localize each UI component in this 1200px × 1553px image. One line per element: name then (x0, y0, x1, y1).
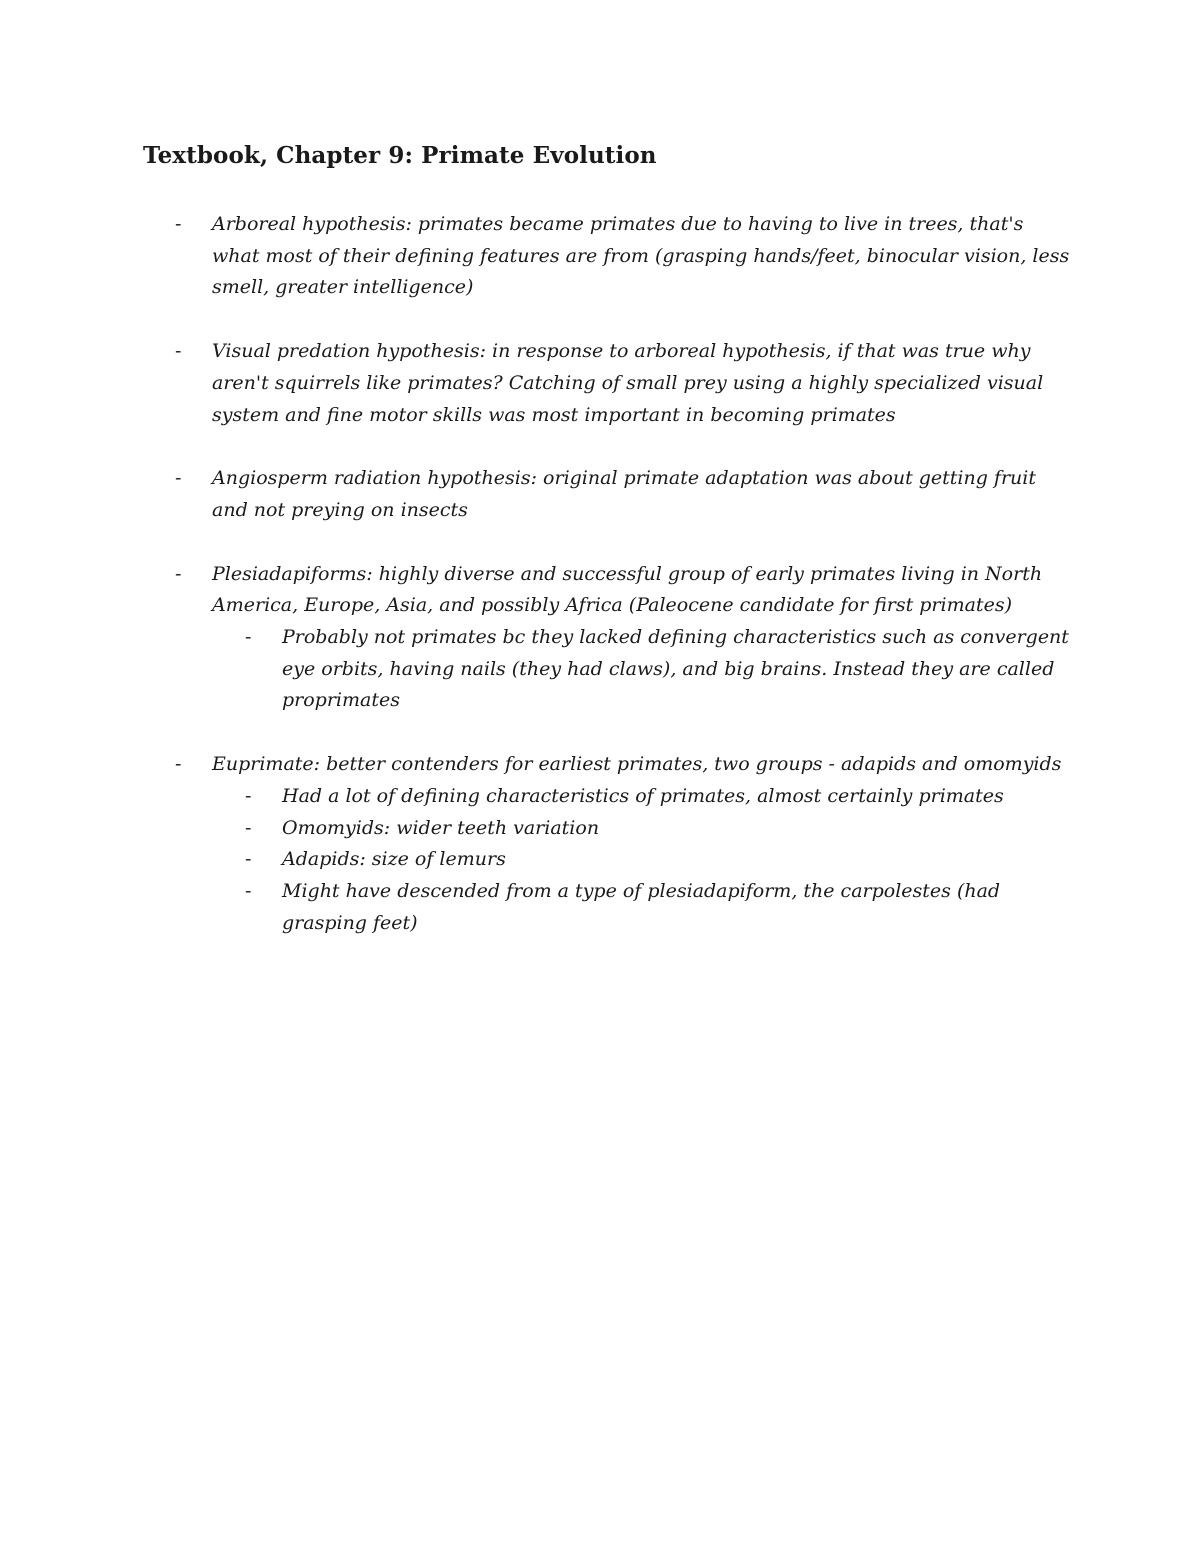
list-item-text: Plesiadapiforms: highly diverse and successful group of early primates living in North America, Europe, Asia, and possibly Africa (Paleocene candidate for first primates) (212, 562, 1043, 617)
list-item-text: Euprimate: better contenders for earliest primates, two groups - adapids and omomyids (212, 753, 1062, 776)
sub-list-item-text: Probably not primates bc they lacked defining characteristics such as convergent eye orbits, having nails (they had claws), and big brains. Instead they are called proprimates (282, 626, 1069, 712)
list-item-text: Angiosperm radiation hypothesis: original primate adaptation was about getting fruit and not preying on insects (212, 467, 1036, 521)
sub-list (212, 781, 1075, 940)
sub-list-item (245, 876, 1075, 939)
bullet-dash: - (245, 816, 252, 839)
bullet-dash: - (245, 879, 252, 902)
list-item-visual-predation-hypothesis (175, 336, 1075, 431)
sub-list-item (245, 622, 1075, 717)
bullet-dash: - (245, 784, 252, 807)
list-item-angiosperm-radiation-hypothesis (175, 463, 1075, 526)
page-title: Textbook, Chapter 9: Primate Evolution (143, 142, 657, 169)
bullet-dash: - (175, 753, 182, 776)
sub-list-item (245, 813, 1075, 845)
sub-list-item-text: Adapids: size of lemurs (282, 848, 506, 871)
sub-list-item (245, 781, 1075, 813)
bullet-dash: - (175, 213, 182, 235)
list-item-text: Arboreal hypothesis: primates became primates due to having to live in trees, that's what most of their defining features are from (grasping hands/feet, binocular vision, less smell, greater intelligence) (212, 213, 1070, 299)
sub-list-item-text: Omomyids: wider teeth variation (282, 816, 600, 839)
list-item-euprimate (175, 749, 1075, 939)
sub-list-item-text: Might have descended from a type of plesiadapiform, the carpolestes (had grasping feet) (282, 879, 1001, 934)
sub-list (212, 622, 1075, 717)
bullet-dash: - (175, 562, 182, 585)
list-item-plesiadapiforms (175, 559, 1075, 718)
bullet-dash: - (175, 467, 182, 490)
bullet-dash: - (175, 340, 182, 363)
list-item-arboreal-hypothesis (175, 209, 1075, 304)
list-item-text: Visual predation hypothesis: in response to arboreal hypothesis, if that was true why aren't squirrels like primates? Catching of small prey using a highly specialized visual system and fine motor skills was most important in becoming primates (212, 340, 1044, 426)
sub-list-item-text: Had a lot of defining characteristics of primates, almost certainly primates (282, 784, 1004, 807)
bullet-dash: - (245, 626, 252, 649)
notes-list (175, 209, 1075, 939)
sub-list-item (245, 844, 1075, 876)
bullet-dash: - (245, 848, 252, 871)
